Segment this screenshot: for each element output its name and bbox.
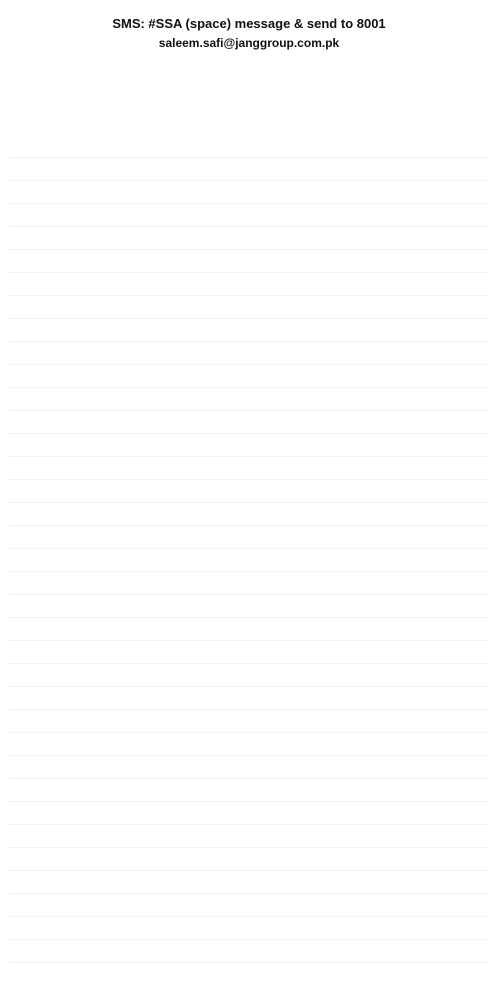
body-line-placeholder: [10, 342, 488, 365]
body-line-placeholder: [10, 204, 488, 227]
body-line-placeholder: [10, 227, 488, 250]
body-line-placeholder: [10, 618, 488, 641]
body-line-placeholder: [10, 733, 488, 756]
body-line-placeholder: [10, 411, 488, 434]
body-line-placeholder: [10, 480, 488, 503]
body-line-placeholder: [10, 250, 488, 273]
body-line-placeholder: [10, 940, 488, 963]
sms-line: SMS: #SSA (space) message & send to 8001: [112, 16, 386, 31]
body-line-placeholder: [10, 273, 488, 296]
body-line-placeholder: [10, 296, 488, 319]
body-line-placeholder: [10, 687, 488, 710]
body-line-placeholder: [10, 710, 488, 733]
body-line-placeholder: [10, 388, 488, 411]
body-line-placeholder: [10, 434, 488, 457]
article-body: [10, 135, 488, 946]
body-line-placeholder: [10, 319, 488, 342]
body-line-placeholder: [10, 641, 488, 664]
body-line-placeholder: [10, 572, 488, 595]
email-line: saleem.safi@janggroup.com.pk: [158, 36, 340, 50]
body-line-placeholder: [10, 135, 488, 158]
body-line-placeholder: [10, 848, 488, 871]
body-line-placeholder: [10, 664, 488, 687]
body-line-placeholder: [10, 756, 488, 779]
body-line-placeholder: [10, 158, 488, 181]
body-line-placeholder: [10, 549, 488, 572]
body-line-placeholder: [10, 365, 488, 388]
body-line-placeholder: [10, 457, 488, 480]
body-line-placeholder: [10, 894, 488, 917]
body-line-placeholder: [10, 526, 488, 549]
body-line-placeholder: [10, 825, 488, 848]
body-line-placeholder: [10, 802, 488, 825]
body-line-placeholder: [10, 181, 488, 204]
body-line-placeholder: [10, 917, 488, 940]
body-line-placeholder: [10, 871, 488, 894]
body-line-placeholder: [10, 779, 488, 802]
body-line-placeholder: [10, 503, 488, 526]
body-line-placeholder: [10, 595, 488, 618]
